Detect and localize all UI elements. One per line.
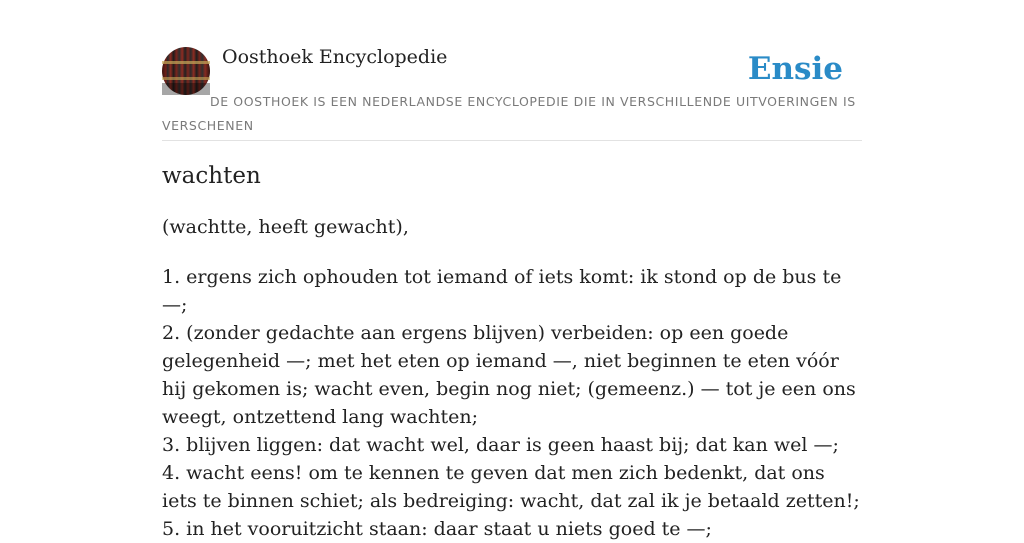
definition-item: 5. in het vooruitzicht staan: daar staat u niets goed te —;	[162, 518, 712, 540]
definition-item: 4. wacht eens! om te kennen te geven dat men zich bedenkt, dat ons iets te binnen schiet; als bedreiging: wacht, dat zal ik je betaald zetten!;	[162, 462, 860, 512]
entry-title: wachten	[162, 163, 261, 189]
definition-list	[162, 263, 862, 543]
site-header	[162, 0, 862, 141]
site-tagline: DE OOSTHOEK IS EEN NEDERLANDSE ENCYCLOPEDIE DIE IN VERSCHILLENDE UITVOERINGEN IS VERSCHENEN	[162, 94, 856, 133]
page-container	[162, 0, 862, 540]
definition-item: 1. ergens zich ophouden tot iemand of iets komt: ik stond op de bus te —;	[162, 266, 842, 316]
ensie-logo-link[interactable]: Ensie	[747, 51, 843, 87]
definition-item: 2. (zonder gedachte aan ergens blijven) verbeiden: op een goede gelegenheid —; met het eten op iemand —, niet beginnen te eten vóór hij gekomen is; wacht even, begin nog niet; (gemeenz.) — tot je een ons weegt, ontzettend lang wachten;	[162, 322, 856, 428]
encyclopedia-books-avatar[interactable]	[162, 47, 210, 95]
entry-grammar: (wachtte, heeft gewacht),	[162, 216, 409, 238]
site-name-link[interactable]: Oosthoek Encyclopedie	[222, 46, 448, 68]
definition-item: 3. blijven liggen: dat wacht wel, daar is geen haast bij; dat kan wel —;	[162, 434, 839, 456]
